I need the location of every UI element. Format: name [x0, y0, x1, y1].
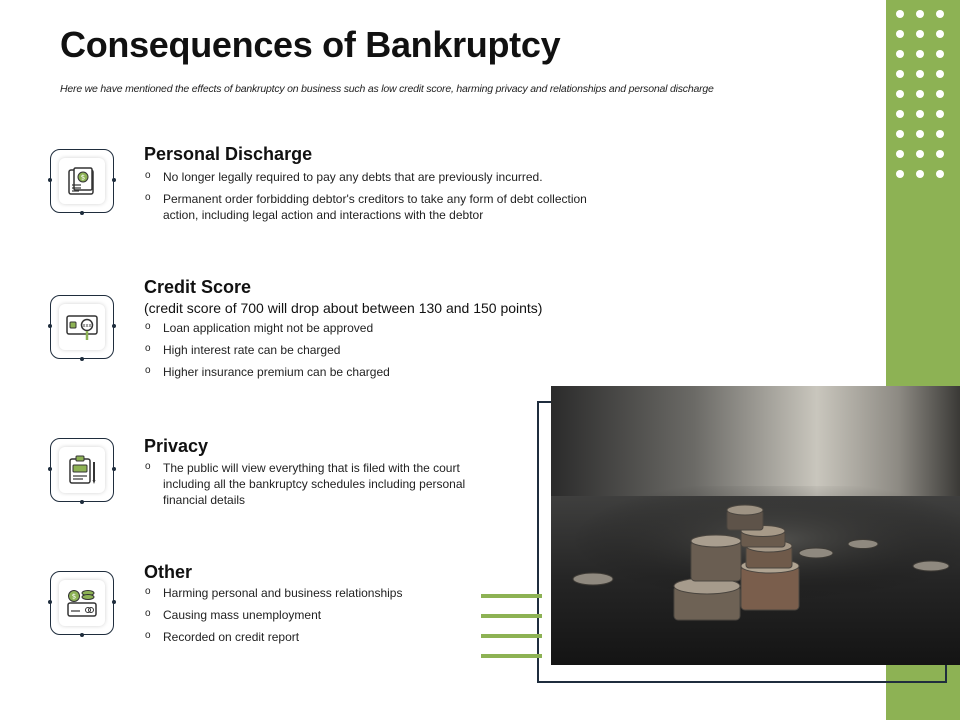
page-title: Consequences of Bankruptcy [60, 24, 561, 65]
decorative-stripe [481, 614, 542, 618]
decorative-dot [896, 130, 904, 138]
decorative-dot [936, 70, 944, 78]
decorative-dot [896, 110, 904, 118]
decorative-dot [896, 50, 904, 58]
decorative-dot [896, 170, 904, 178]
list-item: o Loan application might not be approved [144, 320, 594, 336]
bank-document-icon [65, 164, 99, 198]
decorative-dot [916, 170, 924, 178]
svg-text:xxx: xxx [82, 323, 92, 329]
decorative-dot [936, 130, 944, 138]
list-item: o High interest rate can be charged [144, 342, 594, 358]
section-title-credit-score: Credit Score [144, 277, 252, 297]
decorative-dot [916, 130, 924, 138]
decorative-dot [896, 70, 904, 78]
list-item: o Causing mass unemployment [144, 607, 474, 623]
decorative-dot [936, 90, 944, 98]
decorative-dot [916, 50, 924, 58]
coins-on-table-photo [551, 386, 960, 665]
list-item: o The public will view everything that is filed with the court including all the bankruptcy schedules including personal financial details [144, 460, 474, 508]
svg-text:$: $ [71, 592, 77, 601]
decorative-dot [936, 50, 944, 58]
section-title-personal-discharge: Personal Discharge [144, 144, 313, 164]
decorative-dot [916, 10, 924, 18]
decorative-dot [936, 170, 944, 178]
decorative-stripe [481, 594, 542, 598]
decorative-dot [896, 30, 904, 38]
list-item: o Recorded on credit report [144, 629, 474, 645]
personal-discharge-bullets [144, 169, 594, 229]
decorative-dot [896, 150, 904, 158]
section-title-privacy: Privacy [144, 436, 209, 456]
other-bullets [144, 585, 474, 651]
decorative-stripe [481, 654, 542, 658]
privacy-icon-box [50, 438, 114, 502]
decorative-dot [936, 150, 944, 158]
decorative-dot [936, 110, 944, 118]
privacy-bullets [144, 460, 474, 514]
other-icon-box [50, 571, 114, 635]
decorative-dot [916, 30, 924, 38]
credit-card-search-icon [64, 309, 100, 345]
decorative-dot [896, 90, 904, 98]
credit-score-icon-box [50, 295, 114, 359]
list-item: o Permanent order forbidding debtor's creditors to take any form of debt collection action, including legal action and interactions with the debtor [144, 191, 594, 223]
clipboard-pen-icon [65, 453, 99, 487]
decorative-dot [936, 30, 944, 38]
decorative-dot [916, 70, 924, 78]
decorative-dot [916, 110, 924, 118]
coins-card-icon [65, 586, 99, 620]
decorative-dot [896, 10, 904, 18]
list-item: o No longer legally required to pay any debts that are previously incurred. [144, 169, 594, 185]
svg-text:$: $ [80, 173, 86, 182]
page-subtitle: Here we have mentioned the effects of bankruptcy on business such as low credit score, harming privacy and relationships and personal discharge [60, 83, 714, 95]
credit-score-note: (credit score of 700 will drop about between 130 and 150 points) [144, 300, 543, 316]
decorative-dot [936, 10, 944, 18]
personal-discharge-icon-box [50, 149, 114, 213]
section-title-other: Other [144, 562, 193, 582]
decorative-dot [916, 90, 924, 98]
list-item: o Harming personal and business relationships [144, 585, 474, 601]
list-item: o Higher insurance premium can be charged [144, 364, 594, 380]
decorative-dot-grid [896, 10, 956, 190]
credit-score-bullets [144, 320, 594, 386]
decorative-dot [916, 150, 924, 158]
decorative-stripe [481, 634, 542, 638]
